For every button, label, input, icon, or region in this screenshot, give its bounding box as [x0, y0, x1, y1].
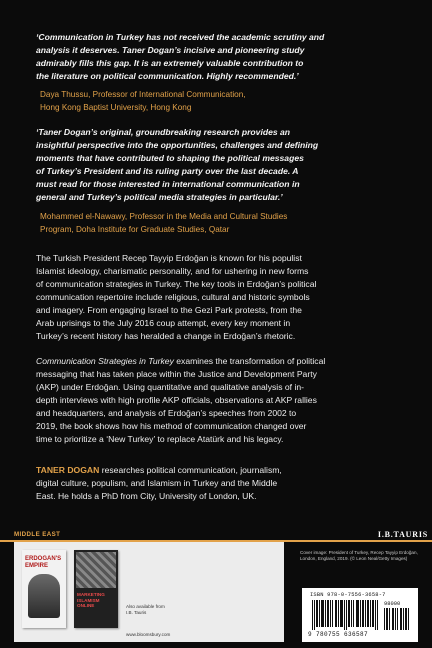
- author-name: TANER DOGAN: [36, 465, 100, 475]
- cover-image-credit: [300, 550, 428, 563]
- paragraph-line: digital culture, populism, and Islamism in Turkey and the Middle: [36, 478, 278, 488]
- author-bio: [36, 464, 398, 503]
- barcode-bars: [312, 600, 378, 630]
- paragraph-line: and headquarters, and analysis of Erdoğan’s speeches from 2002 to: [36, 408, 297, 418]
- quote-line: ‘Communication in Turkey has not received the academic scrutiny and: [36, 32, 325, 42]
- related-book-title: ERDOGAN'S EMPIRE: [25, 556, 62, 569]
- quote-line: moments that have contributed to shaping the political messages: [36, 153, 304, 163]
- quote-line: of Turkey’s President and its ruling party over the last decade. A: [36, 166, 299, 176]
- also-available-line: I.B. Tauris: [126, 610, 147, 615]
- also-available-panel: [14, 542, 284, 642]
- attribution-line: Mohammed el-Nawawy, Professor in the Media and Cultural Studies: [40, 212, 288, 221]
- paragraph-line: [36, 464, 398, 477]
- attribution-line: Program, Doha Institute for Graduate Studies, Qatar: [40, 225, 230, 234]
- quote-line: admirably fills this gap. It is an extremely valuable contribution to: [36, 58, 304, 68]
- paragraph-text: researches political communication, journalism,: [99, 465, 282, 475]
- blurb-paragraph-2: [36, 355, 398, 446]
- ean-digits: 9 780755 636587: [308, 631, 369, 638]
- paragraph-line: of communication strategies in Turkey. The key tools in Erdoğan’s political: [36, 279, 317, 289]
- credit-line: London, England, 2019. (© Leon Neal/Getty Images): [300, 556, 408, 562]
- isbn-label: ISBN 978-0-7556-3658-7: [310, 592, 386, 598]
- paragraph-line: communication repertoire include religious, cultural and historic symbols: [36, 292, 310, 302]
- publisher-website: www.bloomsbury.com: [126, 632, 171, 637]
- also-available-line: Also available from: [126, 604, 165, 609]
- paragraph-line: East. He holds a PhD from City, University of London, UK.: [36, 491, 257, 501]
- paragraph-line: Turkey’s recent history has heralded a change in Erdoğan’s rhetoric.: [36, 331, 296, 341]
- attribution-line: Daya Thussu, Professor of International Communication,: [40, 90, 246, 99]
- quote-line: analysis it deserves. Taner Dogan’s incisive and pioneering study: [36, 45, 305, 55]
- paragraph-text: examines the transformation of political: [173, 356, 326, 366]
- review-attribution-2: [40, 210, 390, 236]
- publisher-logo: I.B.TAURIS: [377, 529, 428, 539]
- blurb-paragraph-1: [36, 252, 398, 343]
- quote-line: the literature on political communication. Highly recommended.’: [36, 71, 299, 81]
- price-barcode-bars: [384, 608, 410, 630]
- review-quote-2: [36, 126, 398, 204]
- quote-line: general and Turkey’s political media strategies in particular.’: [36, 192, 283, 202]
- barcode: [302, 588, 418, 642]
- footer-band: [0, 528, 432, 648]
- paragraph-line: depth interviews with high profile AKP officials, observations at AKP rallies: [36, 395, 317, 405]
- also-available-text: [126, 604, 186, 616]
- paragraph-line: The Turkish President Recep Tayyip Erdoğan is known for his populist: [36, 253, 302, 263]
- paragraph-line: messaging that has taken place within the Justice and Development Party: [36, 369, 317, 379]
- related-book-cover: [22, 550, 66, 628]
- attribution-line: Hong Kong Baptist University, Hong Kong: [40, 103, 192, 112]
- paragraph-line: 2019, the book shows how his method of communication changed over: [36, 421, 307, 431]
- quote-line: ‘Taner Dogan’s original, groundbreaking research provides an: [36, 127, 291, 137]
- paragraph-line: and imagery. From engaging Israel to the Gezi Park protests, from the: [36, 305, 302, 315]
- paragraph-line: Arab uprisings to the July 2016 coup attempt, every key moment in: [36, 318, 291, 328]
- book-title: Communication Strategies in Turkey: [36, 356, 174, 366]
- paragraph-line: time to prioritize a ‘New Turkey’ to replace Atatürk and his legacy.: [36, 434, 284, 444]
- paragraph-line: (AKP) under Erdoğan. Using quantitative and qualitative analysis of in-: [36, 382, 304, 392]
- review-quote-1: [36, 31, 398, 83]
- section-label: MIDDLE EAST: [14, 530, 61, 538]
- portrait-image: [28, 574, 60, 618]
- related-book-title: MARKETING ISLAMISM ONLINE: [77, 592, 105, 609]
- quote-line: must read for those interested in international communication in: [36, 179, 300, 189]
- paragraph-line: Islamist ideology, charismatic personality, and for ushering in new forms: [36, 266, 309, 276]
- price-code: 98000: [384, 601, 401, 607]
- review-attribution-1: [40, 88, 390, 114]
- related-book-cover: [74, 550, 118, 628]
- credit-line: Cover image: President of Turkey, Recep Tayyip Erdoğan,: [300, 550, 418, 555]
- paragraph-line: [36, 355, 398, 368]
- footer-header: [0, 528, 432, 542]
- quote-line: insightful perspective into the opportunities, challenges and defining: [36, 140, 319, 150]
- cover-photo: [76, 552, 116, 588]
